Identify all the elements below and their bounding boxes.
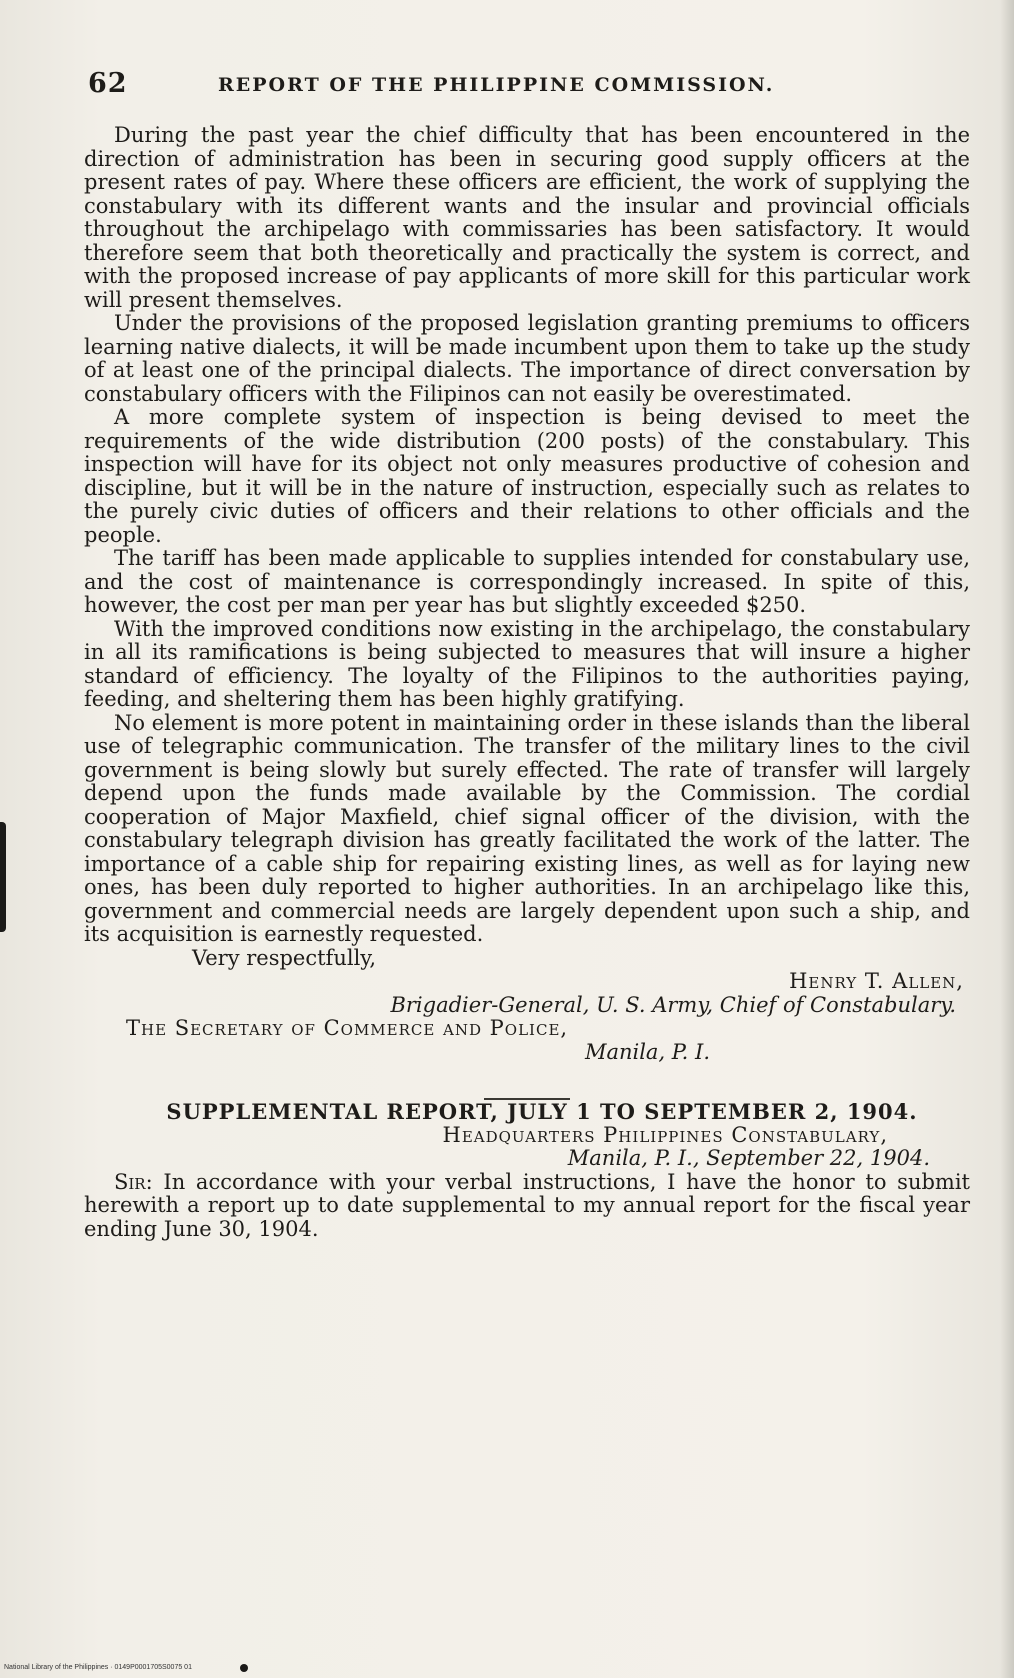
paragraph-tariff: The tariff has been made applicable to supplies intended for constabulary use, and the cost of maintenance is correspondingly increased. In spite of this, however, the cost per man per year has but slightly exceeded $250. [84, 546, 970, 617]
signer-title: Brigadier-General, U. S. Army, Chief of Constabulary. [390, 992, 956, 1017]
page-edge-shadow [1000, 0, 1014, 1678]
headquarters-line: Headquarters Philippines Constabulary, [442, 1122, 888, 1147]
library-footer-note: National Library of the Philippines · 0149P0001705S0075 01 [4, 1664, 192, 1671]
page-number: 62 [88, 68, 128, 99]
signer-name: Henry T. Allen, [789, 969, 964, 993]
supplemental-paragraph [84, 1171, 970, 1242]
running-head: REPORT OF THE PHILIPPINE COMMISSION. [218, 74, 775, 96]
paragraph-inspection: A more complete system of inspection is being devised to meet the requirements of the wide distribution (200 posts) of the constabulary. This inspection will have for its object not only measures productive of cohesion and discipline, but it will be in the nature of instruction, especially such as relates to the purely civic duties of officers and their relations to other officials and the people. [84, 405, 970, 547]
paragraph-native-dialects: Under the provisions of the proposed legislation granting premiums to officers learning native dialects, it will be made incumbent upon them to take up the study of at least one of the principal dialects. The importance of direct conversation by constabulary officers with the Filipinos can not easily be overestimated. [84, 311, 970, 406]
page-header [88, 68, 908, 108]
paragraph-improved-conditions: With the improved conditions now existing in the archipelago, the constabulary in all its ramifications is being subjected to measures that will insure a higher standard of efficiency. The loyalty of the Filipinos to the authorities paying, feeding, and sheltering them has been highly gratifying. [84, 616, 970, 711]
closing-line: Very respectfully, [192, 945, 377, 970]
report-body [84, 124, 970, 1241]
binding-mark [0, 822, 6, 932]
paragraph-supply-officers: During the past year the chief difficulty that has been encountered in the direction of administration has been in securing good supply officers at the present rates of pay. Where these officers are efficient, the work of supplying the constabulary with its different wants and the insular and provincial officials throughout the archipelago with commissaries has been satisfactory. It would therefore seem that both theoretically and practically the system is correct, and with the proposed increase of pay applicants of more skill for this particular work will present themselves. [84, 123, 970, 312]
addressee-place: Manila, P. I. [584, 1039, 710, 1064]
addressee: The Secretary of Commerce and Police, [126, 1016, 569, 1040]
salutation: Sir [114, 1169, 146, 1194]
paragraph-telegraphic: No element is more potent in maintaining order in these islands than the liberal use of telegraphic communication. The transfer of the military lines to the civil government is being slowly but surely effected. The rate of transfer will largely depend upon the funds made available by the Commission. The cordial cooperation of Major Maxfield, chief signal officer of the division, with the constabulary telegraph division has greatly facilitated the work of the latter. The importance of a cable ship for repairing existing lines, as well as for laying new ones, has been duly reported to higher authorities. In an archipelago like this, government and commercial needs are largely dependent upon such a ship, and its acquisition is earnestly requested. [84, 710, 970, 946]
supplemental-title: SUPPLEMENTAL REPORT, JULY 1 TO SEPTEMBER 2, 1904. [166, 1099, 918, 1124]
ink-dot [240, 1664, 248, 1672]
headquarters-place-date: Manila, P. I., September 22, 1904. [567, 1146, 930, 1170]
supplemental-body: : In accordance with your verbal instructions, I have the honor to submit herewith a report up to date supplemental to my annual report for the fiscal year ending June 30, 1904. [84, 1169, 970, 1241]
